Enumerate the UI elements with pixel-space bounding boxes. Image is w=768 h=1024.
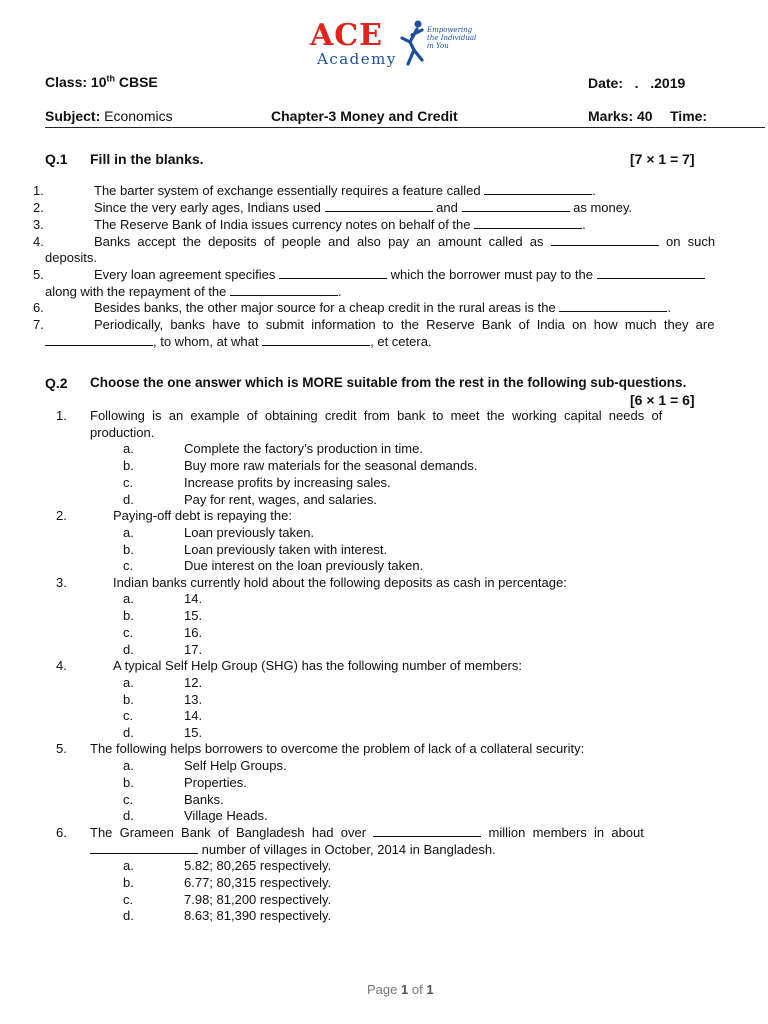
time-label: Time: (670, 108, 708, 124)
q1-item-7-cont: , to whom, at what , et cetera. (45, 334, 432, 350)
q2-title: Choose the one answer which is MORE suitable from the rest in the following sub-questions. (90, 375, 687, 390)
option[interactable]: b. 15. (123, 608, 203, 623)
option[interactable]: c. Due interest on the loan previously taken. (123, 558, 424, 573)
q2-number: Q.2 (45, 375, 68, 391)
blank (474, 217, 582, 229)
q1-number: Q.1 (45, 151, 68, 167)
option[interactable]: a. Self Help Groups. (123, 758, 287, 773)
q1-item-4: 4. Banks accept the deposits of people and also pay an amount called as on such (33, 234, 716, 249)
q2-marks: [6 × 1 = 6] (630, 392, 695, 408)
logo (310, 16, 477, 68)
logo-tagline: Empowering the Individual in You (427, 26, 477, 50)
option[interactable]: a. Complete the factory’s production in time. (123, 441, 423, 456)
option[interactable]: a. 14. (123, 591, 203, 606)
blank (279, 267, 387, 279)
q2-question-1: 1. Following is an example of obtaining credit from bank to meet the working capital needs of (56, 408, 663, 423)
blank (551, 234, 659, 246)
option[interactable]: b. 13. (123, 692, 203, 707)
blank (90, 842, 198, 854)
option[interactable]: d. 17. (123, 642, 203, 657)
option[interactable]: b. Properties. (123, 775, 247, 790)
logo-figure-icon (398, 20, 426, 66)
option[interactable]: c. 14. (123, 708, 203, 723)
option[interactable]: a. 5.82; 80,265 respectively. (123, 858, 332, 873)
blank (373, 825, 481, 837)
class-label: Class: 10th CBSE (45, 73, 158, 90)
q1-item-1: 1. The barter system of exchange essentially requires a feature called . (33, 183, 596, 198)
q2-question-6: 6. The Grameen Bank of Bangladesh had over million members in about (56, 825, 644, 840)
q1-item-7: 7. Periodically, banks have to submit information to the Reserve Bank of India on how much they are (33, 317, 715, 332)
option[interactable]: b. Loan previously taken with interest. (123, 542, 388, 557)
q2-question-5: 5. The following helps borrowers to overcome the problem of lack of a collateral security: (56, 741, 585, 756)
blank (262, 334, 370, 346)
option[interactable]: a. 12. (123, 675, 203, 690)
option[interactable]: c. 7.98; 81,200 respectively. (123, 892, 332, 907)
option[interactable]: c. Banks. (123, 792, 224, 807)
option[interactable]: a. Loan previously taken. (123, 525, 315, 540)
blank (45, 334, 153, 346)
q1-title: Fill in the blanks. (90, 151, 204, 167)
q1-item-2: 2. Since the very early ages, Indians used and as money. (33, 200, 633, 215)
q1-marks: [7 × 1 = 7] (630, 151, 695, 167)
q1-item-6: 6. Besides banks, the other major source for a cheap credit in the rural areas is the . (33, 300, 671, 315)
q2-question-1-cont: production. (90, 425, 155, 440)
blank (325, 200, 433, 212)
q1-item-5-cont: along with the repayment of the . (45, 284, 342, 299)
page-indicator: Page 1 of 1 (367, 982, 434, 997)
chapter-title: Chapter-3 Money and Credit (271, 108, 458, 124)
blank (462, 200, 570, 212)
header-divider (45, 127, 765, 128)
q2-question-2: 2. Paying-off debt is repaying the: (56, 508, 292, 523)
blank (230, 284, 338, 296)
option[interactable]: d. 15. (123, 725, 203, 740)
blank (484, 183, 592, 195)
option[interactable]: b. Buy more raw materials for the seasonal demands. (123, 458, 478, 473)
q2-question-4: 4. A typical Self Help Group (SHG) has the following number of members: (56, 658, 522, 673)
q1-item-4-cont: deposits. (45, 250, 98, 265)
logo-ace-text: ACE (310, 18, 384, 53)
option[interactable]: d. Pay for rent, wages, and salaries. (123, 492, 377, 507)
date-label: Date: . .2019 (588, 75, 686, 91)
blank (559, 300, 667, 312)
option[interactable]: c. Increase profits by increasing sales. (123, 475, 391, 490)
marks-label: Marks: 40 (588, 108, 653, 124)
option[interactable]: c. 16. (123, 625, 203, 640)
subject-label: Subject: Economics (45, 108, 173, 124)
q1-item-3: 3. The Reserve Bank of India issues currency notes on behalf of the . (33, 217, 586, 232)
option[interactable]: d. 8.63; 81,390 respectively. (123, 908, 332, 923)
option[interactable]: d. Village Heads. (123, 808, 268, 823)
option[interactable]: b. 6.77; 80,315 respectively. (123, 875, 332, 890)
q2-question-3: 3. Indian banks currently hold about the following deposits as cash in percentage: (56, 575, 567, 590)
logo-academy-text: Academy (317, 50, 397, 68)
q1-item-5: 5. Every loan agreement specifies which the borrower must pay to the (33, 267, 44, 283)
q2-question-6-cont: number of villages in October, 2014 in Bangladesh. (90, 842, 496, 858)
blank (597, 267, 705, 279)
